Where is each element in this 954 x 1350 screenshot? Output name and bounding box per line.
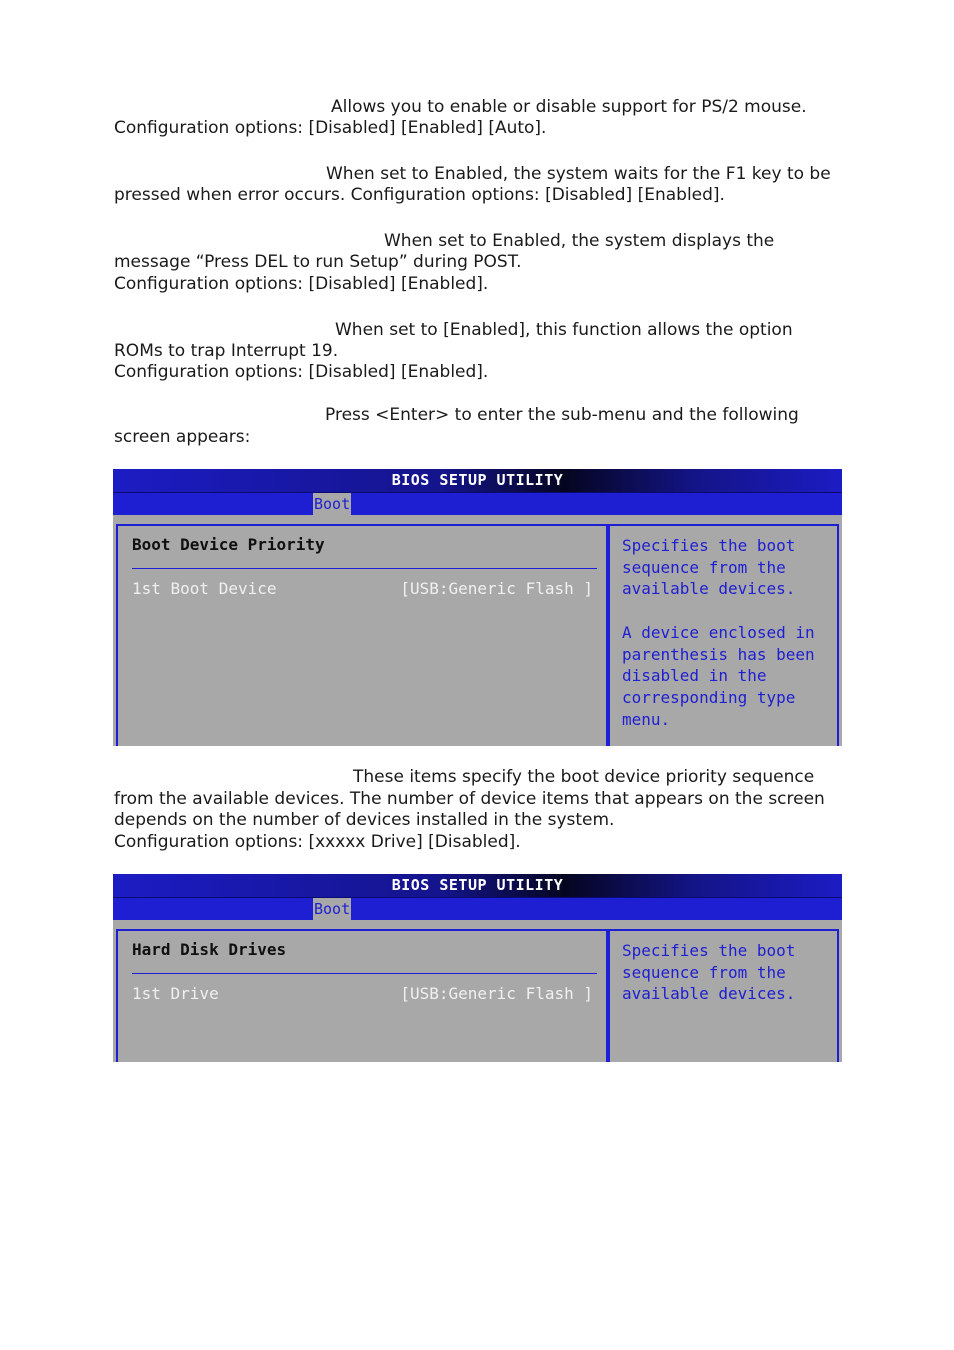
help-line: disabled in the xyxy=(622,666,767,686)
help-line: sequence from the xyxy=(622,962,786,982)
bios-divider xyxy=(132,568,597,569)
paragraph-boot-priority-line-4: Configuration options: [xxxxx Drive] [Disabled]. xyxy=(114,832,521,852)
help-line: corresponding type xyxy=(622,687,796,707)
paragraph-boot-priority-line-1: These items specify the boot device priority sequence xyxy=(353,767,815,787)
drive-item-label[interactable]: 1st Drive xyxy=(132,984,219,1003)
paragraph-boot-priority-line-3: depends on the number of devices installed in the system. xyxy=(114,810,615,830)
bios-help-text xyxy=(622,535,815,730)
paragraph-interrupt19-line-3: Configuration options: [Disabled] [Enabled]. xyxy=(114,362,489,382)
bios-section-heading: Hard Disk Drives xyxy=(132,940,287,959)
bios-tab-bar xyxy=(113,492,842,515)
help-line: available devices. xyxy=(622,579,796,599)
paragraph-interrupt19-line-2: ROMs to trap Interrupt 19. xyxy=(114,341,339,361)
help-line xyxy=(622,600,815,622)
bios-options-panel xyxy=(116,524,608,746)
paragraph-f1-wait-line-2: pressed when error occurs. Configuration options: [Disabled] [Enabled]. xyxy=(114,185,725,205)
paragraph-f1-wait-line-1: When set to Enabled, the system waits for the F1 key to be xyxy=(326,164,831,184)
paragraph-submenu-line-2: screen appears: xyxy=(114,427,251,447)
paragraph-submenu-line-1: Press <Enter> to enter the sub-menu and the following xyxy=(325,405,799,425)
paragraph-del-message-line-2: message “Press DEL to run Setup” during POST. xyxy=(114,252,522,272)
bios-body xyxy=(113,516,842,746)
help-line: menu. xyxy=(622,709,671,729)
help-line: Specifies the boot xyxy=(622,941,796,960)
bios-title-bar: BIOS SETUP UTILITY xyxy=(113,469,842,492)
bios-title-bar: BIOS SETUP UTILITY xyxy=(113,874,842,897)
boot-device-item-label[interactable]: 1st Boot Device xyxy=(132,579,277,598)
bios-body xyxy=(113,921,842,1062)
bios-divider xyxy=(132,973,597,974)
help-line: Specifies the boot xyxy=(622,536,796,555)
bios-section-heading: Boot Device Priority xyxy=(132,535,325,554)
help-line: sequence from the xyxy=(622,557,786,577)
drive-item-value[interactable]: [USB:Generic Flash ] xyxy=(400,984,593,1003)
paragraph-del-message-line-3: Configuration options: [Disabled] [Enabled]. xyxy=(114,274,489,294)
bios-help-text xyxy=(622,940,795,1005)
bios-help-panel xyxy=(608,524,839,746)
paragraph-boot-priority-line-2: from the available devices. The number of device items that appears on the screen xyxy=(114,789,825,809)
help-line: A device enclosed in xyxy=(622,622,815,642)
tab-boot[interactable]: Boot xyxy=(314,495,351,513)
bios-screen-hard-disk-drives xyxy=(113,874,842,1062)
bios-screen-boot-device-priority xyxy=(113,469,842,746)
paragraph-ps2-mouse-line-2: Configuration options: [Disabled] [Enabled] [Auto]. xyxy=(114,118,547,138)
bios-help-panel xyxy=(608,929,839,1062)
paragraph-del-message-line-1: When set to Enabled, the system displays the xyxy=(384,231,775,251)
help-line: available devices. xyxy=(622,984,796,1004)
paragraph-interrupt19-line-1: When set to [Enabled], this function allows the option xyxy=(335,320,793,340)
tab-boot[interactable]: Boot xyxy=(314,900,351,918)
help-line: parenthesis has been xyxy=(622,644,815,664)
bios-options-panel xyxy=(116,929,608,1062)
bios-tab-bar xyxy=(113,897,842,920)
paragraph-ps2-mouse-line-1: Allows you to enable or disable support for PS/2 mouse. xyxy=(331,97,807,117)
boot-device-item-value[interactable]: [USB:Generic Flash ] xyxy=(400,579,593,598)
